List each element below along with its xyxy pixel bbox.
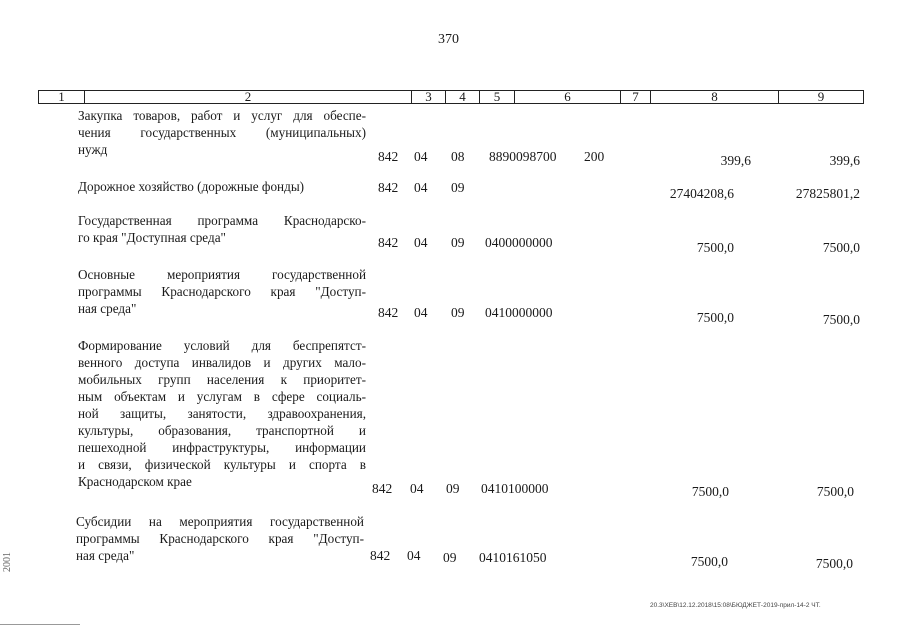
header-col-8: 8 xyxy=(650,90,778,104)
cell-admin-code: 842 xyxy=(378,180,399,195)
cell-amount-2021: 7500,0 xyxy=(822,240,860,255)
margin-mark: 2001 xyxy=(2,552,13,572)
header-col-2: 2 xyxy=(84,90,411,104)
row-description-line: чения государственных (муниципальных) xyxy=(78,125,366,140)
row-description xyxy=(78,107,366,158)
row-description-line: Государственная программа Краснодарско- xyxy=(78,213,366,228)
cell-subsection: 08 xyxy=(451,149,465,164)
header-col-1: 1 xyxy=(38,90,84,104)
cell-subsection: 09 xyxy=(451,180,465,195)
row-description-line: Дорожное хозяйство (дорожные фонды) xyxy=(78,179,305,194)
cell-amount-2020: 27404208,6 xyxy=(669,186,734,201)
cell-amount-2021: 27825801,2 xyxy=(795,186,860,201)
cell-admin-code: 842 xyxy=(372,481,393,496)
row-description xyxy=(76,513,364,564)
cell-section: 04 xyxy=(414,305,428,320)
cell-section: 04 xyxy=(407,548,421,563)
cell-target-article: 0400000000 xyxy=(485,235,553,250)
row-description-line: ная среда" xyxy=(78,301,137,316)
row-description xyxy=(78,212,366,246)
row-description-line: программы Краснодарского края "Доступ- xyxy=(76,531,364,546)
cell-amount-2021: 7500,0 xyxy=(816,484,854,499)
row-description-line: пешеходной инфраструктуры, информации xyxy=(78,440,366,455)
cell-amount-2021: 7500,0 xyxy=(815,556,853,571)
cell-amount-2020: 7500,0 xyxy=(696,240,734,255)
cell-admin-code: 842 xyxy=(378,149,399,164)
cell-amount-2020: 7500,0 xyxy=(696,310,734,325)
cell-target-article: 0410161050 xyxy=(479,550,547,565)
row-description-line: нужд xyxy=(78,142,108,157)
header-col-7: 7 xyxy=(620,90,650,104)
row-description-line: ной защиты, занятости, здравоохранения, xyxy=(78,406,366,421)
cell-target-article: 0410100000 xyxy=(481,481,549,496)
cell-target-article: 0410000000 xyxy=(485,305,553,320)
cell-amount-2020: 399,6 xyxy=(720,153,751,168)
header-col-4: 4 xyxy=(445,90,479,104)
row-description-line: Формирование условий для беспрепятст- xyxy=(78,338,366,353)
cell-section: 04 xyxy=(414,149,428,164)
cell-admin-code: 842 xyxy=(378,235,399,250)
cell-section: 04 xyxy=(410,481,424,496)
cell-amount-2020: 7500,0 xyxy=(690,554,728,569)
row-description-line: Краснодарском крае xyxy=(78,474,192,489)
page-number: 370 xyxy=(438,32,459,47)
cell-target-article: 8890098700 xyxy=(489,149,557,164)
row-description-line: ная среда" xyxy=(76,548,135,563)
footer-stamp: 20.3\ХЕВ\12.12.2018\15:08\БЮДЖЕТ-2019-прил-14-2 ЧТ. xyxy=(650,602,821,609)
cell-expense-type: 200 xyxy=(584,149,605,164)
row-description-line: программы Краснодарского края "Доступ- xyxy=(78,284,366,299)
row-description-line: культуры, образования, транспортной и xyxy=(78,423,366,438)
cell-admin-code: 842 xyxy=(378,305,399,320)
row-description xyxy=(78,266,366,317)
row-description-line: и связи, физической культуры и спорта в xyxy=(78,457,366,472)
cell-subsection: 09 xyxy=(446,481,460,496)
table-header xyxy=(38,90,864,104)
header-col-9: 9 xyxy=(778,90,864,104)
row-description-line: ным объектам и услугам в сфере социаль- xyxy=(78,389,366,404)
row-description xyxy=(78,337,366,490)
cell-subsection: 09 xyxy=(451,235,465,250)
row-description-line: мобильных групп населения к приоритет- xyxy=(78,372,366,387)
header-col-5: 5 xyxy=(479,90,514,104)
cell-section: 04 xyxy=(414,180,428,195)
row-description xyxy=(78,178,366,195)
row-description-line: го края "Доступная среда" xyxy=(78,230,226,245)
cell-subsection: 09 xyxy=(443,550,457,565)
header-col-3: 3 xyxy=(411,90,445,104)
cell-section: 04 xyxy=(414,235,428,250)
cell-amount-2020: 7500,0 xyxy=(691,484,729,499)
cell-amount-2021: 399,6 xyxy=(829,153,860,168)
cell-amount-2021: 7500,0 xyxy=(822,312,860,327)
header-col-6: 6 xyxy=(514,90,620,104)
row-description-line: Закупка товаров, работ и услуг для обеспе- xyxy=(78,108,366,123)
row-description-line: Основные мероприятия государственной xyxy=(78,267,366,282)
corner-line xyxy=(0,624,80,625)
row-description-line: Субсидии на мероприятия государственной xyxy=(76,514,364,529)
cell-admin-code: 842 xyxy=(370,548,391,563)
cell-subsection: 09 xyxy=(451,305,465,320)
row-description-line: венного доступа инвалидов и других мало- xyxy=(78,355,366,370)
